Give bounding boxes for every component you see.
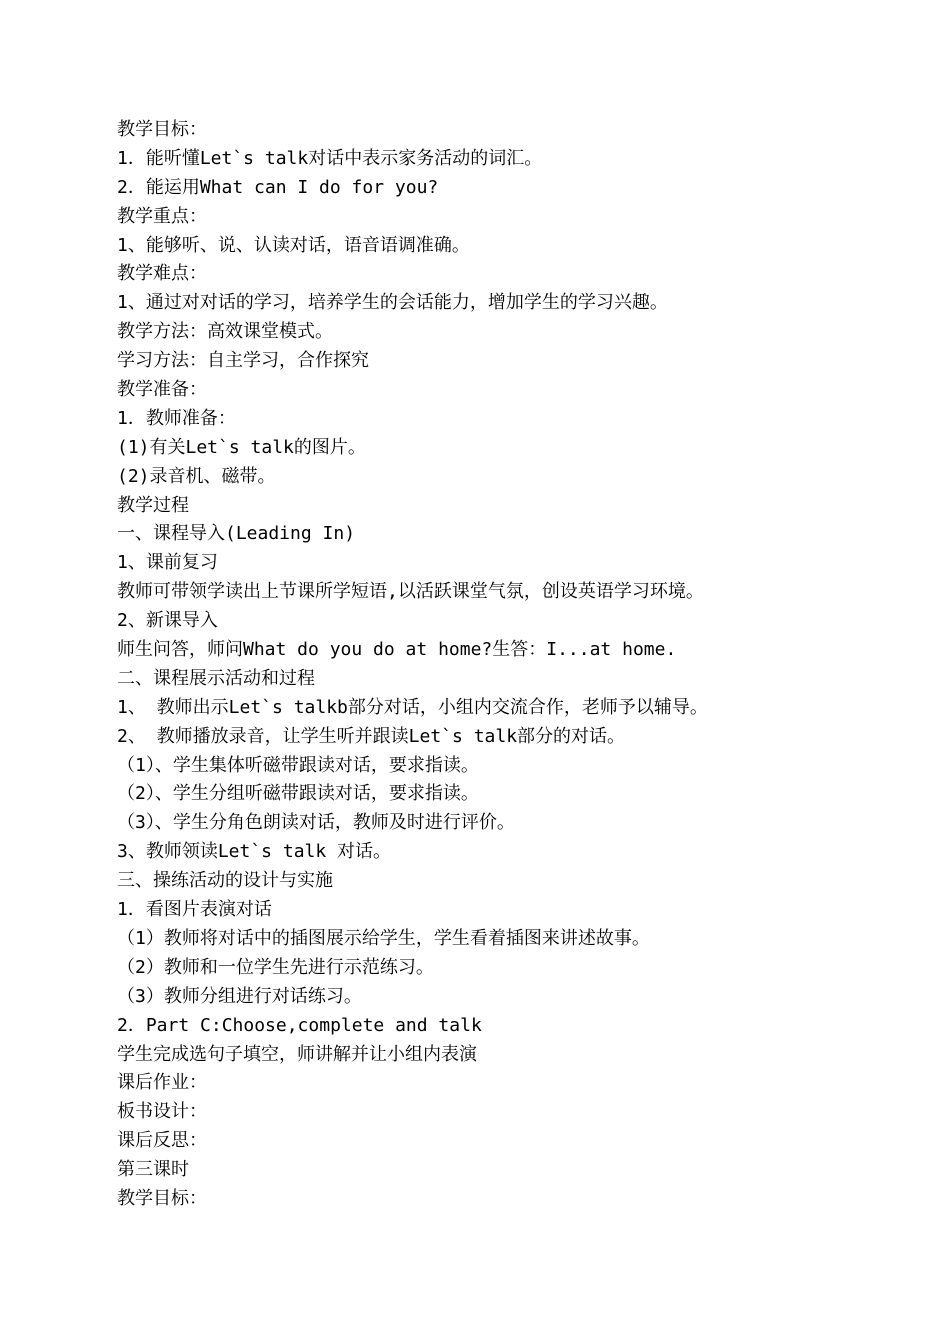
process-review-heading: 1、课前复习 — [117, 552, 218, 574]
process-new-lesson-heading: 2、新课导入 — [117, 610, 218, 632]
process-step-2-heading: 二、课程展示活动和过程 — [117, 667, 315, 689]
preparation-item-1: (1)有关Let`s talk的图片。 — [117, 436, 366, 458]
section-heading-key-points: 教学重点： — [117, 205, 207, 227]
practice-sub-2: （2）教师和一位学生先进行示范练习。 — [117, 956, 434, 978]
board-design-heading: 板书设计： — [117, 1101, 207, 1123]
reflection-heading: 课后反思： — [117, 1130, 207, 1152]
preparation-item-2: (2)录音机、磁带。 — [117, 465, 276, 487]
section-heading-preparation: 教学准备： — [117, 379, 207, 401]
learning-method: 学习方法：自主学习，合作探究 — [117, 350, 369, 372]
objective-item-2: 2．能运用What can I do for you? — [117, 176, 439, 198]
process-step-2-sub-3: （3）、学生分角色朗读对话，教师及时进行评价。 — [117, 812, 515, 834]
process-step-2-sub-1: （1）、学生集体听磁带跟读对话，要求指读。 — [117, 754, 479, 776]
objective-item-1: 1．能听懂Let`s talk对话中表示家务活动的词汇。 — [117, 147, 543, 169]
practice-sub-1: （1）教师将对话中的插图展示给学生，学生看着插图来讲述故事。 — [117, 927, 650, 949]
process-new-lesson-text: 师生问答，师问What do you do at home?生答：I...at home. — [117, 639, 677, 661]
section-heading-teaching-objectives: 教学目标： — [117, 119, 207, 140]
teaching-method: 教学方法：高效课堂模式。 — [117, 321, 333, 343]
section-heading-difficulties: 教学难点： — [117, 263, 207, 285]
process-step-2-sub-2: （2）、学生分组听磁带跟读对话，要求指读。 — [117, 783, 479, 805]
process-step-3-heading: 三、操练活动的设计与实施 — [117, 870, 333, 892]
practice-item-2-text: 学生完成选句子填空，师讲解并让小组内表演 — [117, 1043, 477, 1065]
process-step-2-item-3: 3、教师领读Let`s talk 对话。 — [117, 841, 392, 863]
homework-heading: 课后作业： — [117, 1072, 207, 1094]
document-body — [117, 116, 837, 1214]
section-heading-teaching-objectives-2: 教学目标： — [117, 1187, 207, 1209]
practice-item-1: 1．看图片表演对话 — [117, 899, 272, 921]
difficulty-item-1: 1、通过对对话的学习，培养学生的会话能力，增加学生的学习兴趣。 — [117, 292, 668, 314]
lesson-three-heading: 第三课时 — [117, 1159, 189, 1181]
process-review-text: 教师可带领学读出上节课所学短语,以活跃课堂气氛，创设英语学习环境。 — [117, 581, 704, 603]
process-step-1-heading: 一、课程导入(Leading In) — [117, 523, 356, 545]
key-point-item-1: 1、能够听、说、认读对话，语音语调准确。 — [117, 234, 470, 256]
process-step-2-item-2: 2、 教师播放录音，让学生听并跟读Let`s talk部分的对话。 — [117, 725, 626, 747]
practice-sub-3: （3）教师分组进行对话练习。 — [117, 985, 362, 1007]
preparation-teacher: 1．教师准备： — [117, 407, 236, 429]
process-step-2-item-1: 1、 教师出示Let`s talkb部分对话，小组内交流合作，老师予以辅导。 — [117, 696, 708, 718]
practice-item-2: 2．Part C:Choose,complete and talk — [117, 1014, 482, 1036]
section-heading-process: 教学过程 — [117, 494, 189, 516]
